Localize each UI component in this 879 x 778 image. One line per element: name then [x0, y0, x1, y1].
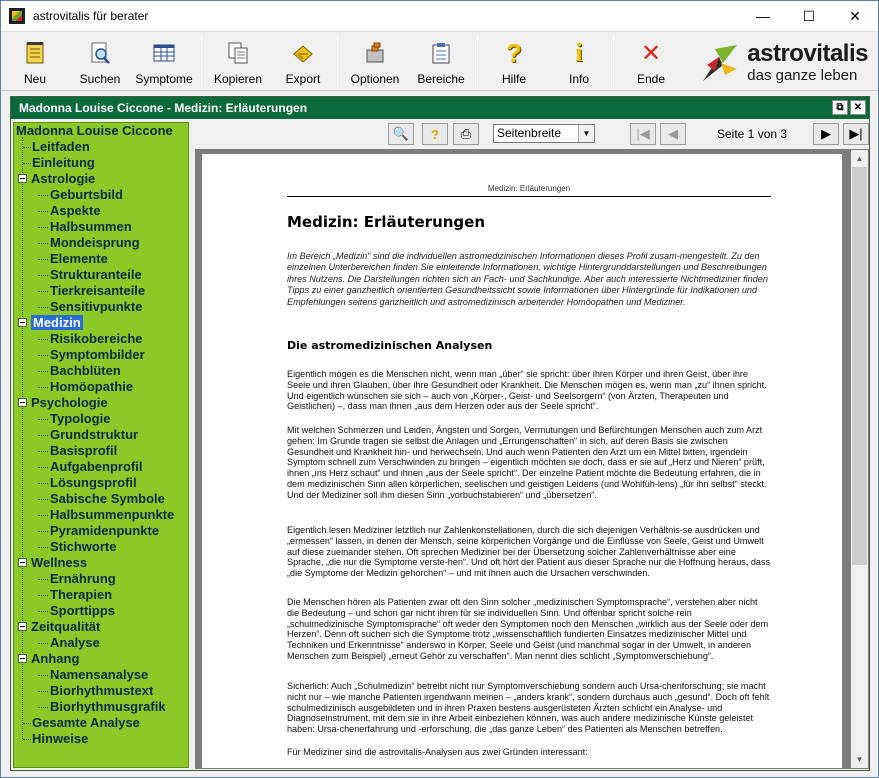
- prev-page-icon: ◀: [668, 126, 678, 141]
- body-paragraph: Für Mediziner sind die astrovitalis-Analysen aus zwei Gründen interessant:: [287, 747, 588, 757]
- tree-item-anhang[interactable]: [18, 651, 79, 666]
- document-window: [10, 96, 870, 771]
- tree-line: [23, 163, 31, 164]
- body-paragraph: Mit welchen Schmerzen und Leiden, Ängsten und Sorgen, Vermutungen und Befürchtungen Menschen auch zum Arzt gehen: Im Grunde tragen sie selbst die Anlagen und „Errungenschaften“ in sich, auf deren Basis sie zwischen Gesundheit und Krankheit hin- und herwechseln. Und auch wenn Patienten den Arzt um ein Mittel bitten, irgendein Symptom schnell zum Verschwinden zu bringen – eigentlich möchten sie doch, dass er sie auf „Herz und Nieren“ prüft, ihnen „ins Herz schaut“ und ihnen „aus der Seele spricht“. Der einzelne Patient möchte die Bedeutung erfahren, die in dem medizinischen Sinn allen körperlichen, seelischen und geistigen Leidens (und Wohlfüh-lens) „für ihn selbst“ steckt. Und der Mediziner soll ihm diesen Sinn „vorbuchstabieren“ und „übersetzen“.: [287, 425, 767, 500]
- question-icon: ?: [431, 126, 439, 142]
- info-icon: i: [575, 38, 583, 67]
- notepad-icon: [23, 40, 47, 66]
- tree-item-biorhythmusgrafik[interactable]: [50, 699, 166, 714]
- tree-line: [38, 371, 48, 372]
- tree-item-basisprofil[interactable]: [50, 443, 117, 458]
- tree-line: [38, 211, 48, 212]
- tree-item-astrologie[interactable]: [18, 171, 95, 186]
- tree-item-medizin[interactable]: [18, 315, 83, 330]
- tree-item-label: Bachblüten: [50, 363, 121, 378]
- copy-documents-icon: [226, 40, 250, 66]
- tree-line: [38, 291, 48, 292]
- logo-name: astrovitalis: [747, 40, 868, 67]
- tree-item-ernährung[interactable]: [50, 571, 116, 586]
- tree-item-sabische-symbole[interactable]: [50, 491, 165, 506]
- tree-line: [38, 387, 48, 388]
- tree-item-label: Gesamte Analyse: [32, 715, 140, 730]
- first-page-icon: |◀: [636, 126, 650, 141]
- binoculars-icon: 🔍: [392, 126, 410, 141]
- toolbar-separator: [613, 36, 614, 88]
- tree-item-zeitqualität[interactable]: [18, 619, 100, 634]
- tree-line: [38, 515, 48, 516]
- close-x-icon: ✕: [640, 39, 662, 67]
- find-binoculars-button[interactable]: [388, 123, 414, 145]
- collapse-toggle-icon[interactable]: [18, 398, 27, 407]
- options-button[interactable]: Optionen: [347, 36, 403, 88]
- tree-item-hinweise[interactable]: [32, 731, 88, 746]
- tree-item-label: Elemente: [50, 251, 108, 266]
- toolbar-separator: [201, 36, 202, 88]
- tree-item-halbsummenpunkte[interactable]: [50, 507, 174, 522]
- vertical-scrollbar[interactable]: [851, 150, 868, 768]
- window-title: astrovitalis für berater: [33, 9, 149, 23]
- next-page-button[interactable]: [813, 123, 839, 145]
- tree-item-analyse[interactable]: [50, 635, 100, 650]
- tree-item-label: Sporttipps: [50, 603, 115, 618]
- tree-item-risikobereiche[interactable]: [50, 331, 143, 346]
- tree-item-label: Lösungsprofil: [50, 475, 137, 490]
- tree-line: [22, 137, 23, 739]
- collapse-toggle-icon[interactable]: [18, 174, 27, 183]
- tree-item-symptombilder[interactable]: [50, 347, 145, 362]
- tree-item-label: Aspekte: [50, 203, 101, 218]
- tree-line: [38, 707, 48, 708]
- tree-line: [38, 195, 48, 196]
- tree-line: [38, 227, 48, 228]
- symptoms-button[interactable]: Symptome: [133, 36, 195, 88]
- collapse-toggle-icon[interactable]: [18, 558, 27, 567]
- tree-item-label: Stichworte: [50, 539, 117, 554]
- tree-item-label: Halbsummen: [50, 219, 132, 234]
- page-header: Medizin: Erläuterungen: [287, 184, 771, 197]
- tree-item-biorhythmustext[interactable]: [50, 683, 153, 698]
- tree-line: [38, 355, 48, 356]
- tree-line: [38, 275, 48, 276]
- tree-item-bachblüten[interactable]: [50, 363, 121, 378]
- scroll-up-icon[interactable]: ▲: [855, 154, 864, 163]
- tree-item-pyramidenpunkte[interactable]: [50, 523, 159, 538]
- tree-item-label: Sabische Symbole: [50, 491, 165, 506]
- zoom-select[interactable]: Seitenbreite ▼: [493, 124, 595, 143]
- tree-item-typologie[interactable]: [50, 411, 110, 426]
- tree-item-tierkreisanteile[interactable]: [50, 283, 145, 298]
- tree-item-mondeisprung[interactable]: [50, 235, 140, 250]
- maximize-button[interactable]: ☐: [802, 7, 816, 24]
- tree-item-label: Tierkreisanteile: [50, 283, 146, 298]
- export-icon: [291, 40, 315, 66]
- window-controls: [740, 1, 878, 31]
- astrovitalis-logo: [701, 42, 868, 83]
- tree-item-therapien[interactable]: [50, 587, 112, 602]
- document-viewer[interactable]: [195, 149, 869, 769]
- app-icon: [9, 8, 25, 24]
- tree-item-label: Mondeisprung: [50, 235, 140, 250]
- tree-item-psychologie[interactable]: [18, 395, 108, 410]
- tree-item-label: Einleitung: [32, 155, 95, 170]
- last-page-button[interactable]: [843, 123, 869, 145]
- tree-item-label: Risikobereiche: [50, 331, 143, 346]
- tools-icon: [363, 40, 387, 66]
- tree-item-sensitivpunkte[interactable]: [50, 299, 142, 314]
- tree-line: [38, 483, 48, 484]
- tree-item-label: Wellness: [31, 555, 88, 570]
- restore-window-button[interactable]: ⧉: [832, 100, 848, 115]
- tree-item-elemente[interactable]: [50, 251, 108, 266]
- tree-item-label: Pyramidenpunkte: [50, 523, 160, 538]
- copy-button[interactable]: Kopieren: [211, 36, 265, 88]
- grid-window-icon: [152, 40, 176, 66]
- tree-item-label: Zeitqualität: [31, 619, 101, 634]
- main-toolbar: [1, 31, 878, 91]
- tree-item-label: Biorhythmusgrafik: [50, 699, 166, 714]
- document-title: Medizin: Erläuterungen: [287, 213, 486, 231]
- tree-line: [38, 243, 48, 244]
- tree-item-label: Hinweise: [32, 731, 89, 746]
- collapse-toggle-icon[interactable]: [18, 318, 27, 327]
- tree-line: [38, 499, 48, 500]
- tree-item-wellness[interactable]: [18, 555, 87, 570]
- tree-line: [23, 147, 31, 148]
- prev-page-button[interactable]: [660, 123, 686, 145]
- minimize-button[interactable]: —: [756, 8, 770, 24]
- tree-item-sporttipps[interactable]: [50, 603, 115, 618]
- tree-item-grundstruktur[interactable]: [50, 427, 138, 442]
- tree-line: [38, 531, 48, 532]
- logo-mark-icon: [701, 43, 739, 83]
- tree-line: [38, 547, 48, 548]
- first-page-button[interactable]: [630, 123, 656, 145]
- tree-item-label: Grundstruktur: [50, 427, 139, 442]
- tree-item-strukturanteile[interactable]: [50, 267, 142, 282]
- exit-button[interactable]: ✕ Ende: [636, 39, 666, 86]
- tree-item-namensanalyse[interactable]: [50, 667, 148, 682]
- tree-item-label: Strukturanteile: [50, 267, 142, 282]
- tree-item-label: Psychologie: [31, 395, 108, 410]
- tree-line: [38, 435, 48, 436]
- doc-help-button[interactable]: [422, 123, 448, 145]
- tree-line: [38, 467, 48, 468]
- document-window-title: Madonna Louise Ciccone - Medizin: Erläuterungen ⧉ ✕: [11, 97, 869, 119]
- tree-item-label: Analyse: [50, 635, 100, 650]
- tree-item-label: Medizin: [33, 315, 81, 330]
- scroll-down-icon[interactable]: ▼: [855, 755, 864, 764]
- tree-line: [23, 723, 31, 724]
- toolbar-separator: [477, 36, 478, 88]
- tree-line: [38, 339, 48, 340]
- body-paragraph: Die Menschen hören als Patienten zwar oft den Sinn solcher „medizinischen Symptomsprache“, verstehen aber nicht die Bedeutung – und schon gar nicht ihren für sie individuellen Sinn. Und offenbar spricht solche rein „schulmedizinische Symptomsprache“ oft weder den Symptomen noch den Menschen „wirklich aus der Seele oder dem Herzen“. Denn oft suchen sich die Symptome trotz „wissenschaftlich fundierten Einsatzes medizinischer Mittel und Techniken und Erkenntnisse“ anderswo in Körper, Seele und Geist (und manchmal sogar in der Umwelt, in anderen Menschen zum Beispiel) „erneut Gehör zu verschaffen“. Man nennt dies schlicht „Symptomverschiebung“.: [287, 597, 769, 661]
- tree-line: [38, 675, 48, 676]
- tree-item-homöopathie[interactable]: [50, 379, 133, 394]
- areas-button[interactable]: Bereiche: [415, 36, 467, 88]
- tree-item-label: Halbsummenpunkte: [50, 507, 175, 522]
- tree-root[interactable]: [16, 123, 173, 138]
- document-toolbar: [191, 122, 866, 146]
- info-button[interactable]: i Info: [568, 38, 589, 86]
- tree-item-lösungsprofil[interactable]: [50, 475, 137, 490]
- tree-item-label: Therapien: [50, 587, 113, 602]
- body-paragraph: Eigentlich mögen es die Menschen nicht, wenn man „über“ sie spricht: über ihren Körper und ihren Geist, über ihre Seele und ihren Glauben, über ihre Gesundheit oder Krankheit. Die Menschen mögen es, wenn man „zu“ ihnen spricht. Und eigentlich wünschen sie sich – auch von „Körper-, Geist- und Seelsorgern“ (von Ärzten, Therapeuten und Geistlichen) –, dass man ihnen „aus dem Herzen oder aus der Seele spricht“.: [287, 369, 767, 412]
- title-bar[interactable]: [1, 1, 878, 31]
- tree-item-aspekte[interactable]: [50, 203, 101, 218]
- tree-root-label: Madonna Louise Ciccone: [16, 123, 173, 138]
- tree-line: [38, 307, 48, 308]
- tree-line: [38, 259, 48, 260]
- tree-item-aufgabenprofil[interactable]: [50, 459, 142, 474]
- tree-item-label: Sensitivpunkte: [50, 299, 143, 314]
- tree-item-label: Astrologie: [31, 171, 96, 186]
- tree-item-label: Anhang: [31, 651, 80, 666]
- tree-item-halbsummen[interactable]: [50, 219, 132, 234]
- help-button[interactable]: ? Hilfe: [501, 37, 526, 86]
- tree-item-label: Geburtsbild: [50, 187, 123, 202]
- tree-item-label: Ernährung: [50, 571, 116, 586]
- body-paragraph: Eigentlich lesen Mediziner letztlich nur Zahlenkonstellationen, durch die sich diejenigen Verhältnis-se ausdrücken und „ermessen“ lassen, in denen der Mensch, seine körperlichen Vorgänge und die Einflüsse von Seele, Geist und Umwelt auf diese zueinander stehen. Oft sprechen Mediziner bei der Übersetzung solcher Zahlenverhältnisse aber eine Sprache, „die nur die Symptome verste-hen“. Und oft hört der Patient aus dieser Sprache nur die Hoffnung heraus, dass „die Symptome der Medizin gehorchen“ – und mit ihnen auch die Ursachen verschwinden.: [287, 525, 771, 579]
- chevron-down-icon: ▼: [578, 125, 594, 142]
- tree-line: [38, 611, 48, 612]
- body-paragraph: Sicherlich: Auch „Schulmedizin“ betreibt nicht nur Symptomverschiebung sondern auch Ursa-chenforschung; sie macht nicht nur – wie manche Patienten irgendwann meinen – „anders krank“, sondern durchaus auch „gesund“. Doch oft fehlt schulmedizinisch ausgebildeten und in ihren Praxen bestens ausgerüsteten Ärzten schlicht ein Analyse- und Diagnoseinstrument, mit dem sie in ihre Arbeit einbeziehen können, was auch andere medizinische Künste geleistet haben: Ursa-chenerfahrung und -erforschung, die „das ganze Leben“ des Patienten als Menschen betreffen.: [287, 681, 770, 735]
- scroll-thumb[interactable]: [852, 167, 867, 565]
- intro-paragraph: Im Bereich „Medizin“ sind die individuellen astromedizinischen Informationen dieses Profil zusam-mengestellt. Zu den einzelnen Unterbereichen finden Sie einleitende Informationen, wichtige Hintergrunddarstellungen und Beschreibungen ihres Nutzens. Die Darstellungen richten sich an Fach- und Sachkundige. Aber auch interessierte Nichtmediziner finden Tipps zu einer ganzheitlich orientierten Gesundheitssicht sowie Informationen über Hintergründe für Indikationen und Empfehlungen seitens ganzheitlich und astromedizinisch arbeitender Homöopathen und Mediziner.: [287, 251, 768, 307]
- tree-line: [38, 691, 48, 692]
- tree-item-leitfaden[interactable]: [32, 139, 90, 154]
- last-page-icon: ▶|: [849, 126, 863, 141]
- printer-icon: ⎙: [460, 126, 472, 141]
- tree-line: [38, 419, 48, 420]
- tree-item-stichworte[interactable]: [50, 539, 116, 554]
- close-window-button[interactable]: ✕: [849, 7, 861, 24]
- tree-line: [38, 595, 48, 596]
- search-button[interactable]: Suchen: [77, 36, 123, 88]
- tree-line: [38, 643, 48, 644]
- tree-item-label: Basisprofil: [50, 443, 118, 458]
- tree-item-label: Homöopathie: [50, 379, 134, 394]
- tree-item-label: Symptombilder: [50, 347, 145, 362]
- tree-item-einleitung[interactable]: [32, 155, 95, 170]
- tree-item-gesamte-analyse[interactable]: [32, 715, 140, 730]
- tree-item-label: Namensanalyse: [50, 667, 149, 682]
- next-page-icon: ▶: [821, 126, 831, 141]
- section-heading: Die astromedizinischen Analysen: [287, 339, 493, 352]
- collapse-toggle-icon[interactable]: [18, 654, 27, 663]
- logo-tagline: das ganze leben: [747, 67, 858, 84]
- tree-item-label: Leitfaden: [32, 139, 90, 154]
- search-document-icon: [88, 40, 112, 66]
- toolbar-separator: [337, 36, 338, 88]
- tree-item-label: Typologie: [50, 411, 111, 426]
- page-indicator: Seite 1 von 3: [717, 127, 788, 141]
- close-doc-button[interactable]: ✕: [850, 100, 866, 115]
- navigation-tree: [13, 122, 189, 768]
- tree-line: [38, 451, 48, 452]
- question-icon: ?: [506, 37, 522, 68]
- new-button[interactable]: Neu: [15, 36, 55, 88]
- export-button[interactable]: Export: [281, 36, 325, 88]
- tree-item-label: Aufgabenprofil: [50, 459, 143, 474]
- document-page: [202, 154, 842, 769]
- tree-item-geburtsbild[interactable]: [50, 187, 123, 202]
- clipboard-icon: [429, 40, 453, 66]
- collapse-toggle-icon[interactable]: [18, 622, 27, 631]
- print-button[interactable]: [453, 123, 479, 145]
- tree-line: [38, 579, 48, 580]
- tree-line: [23, 739, 31, 740]
- tree-item-label: Biorhythmustext: [50, 683, 154, 698]
